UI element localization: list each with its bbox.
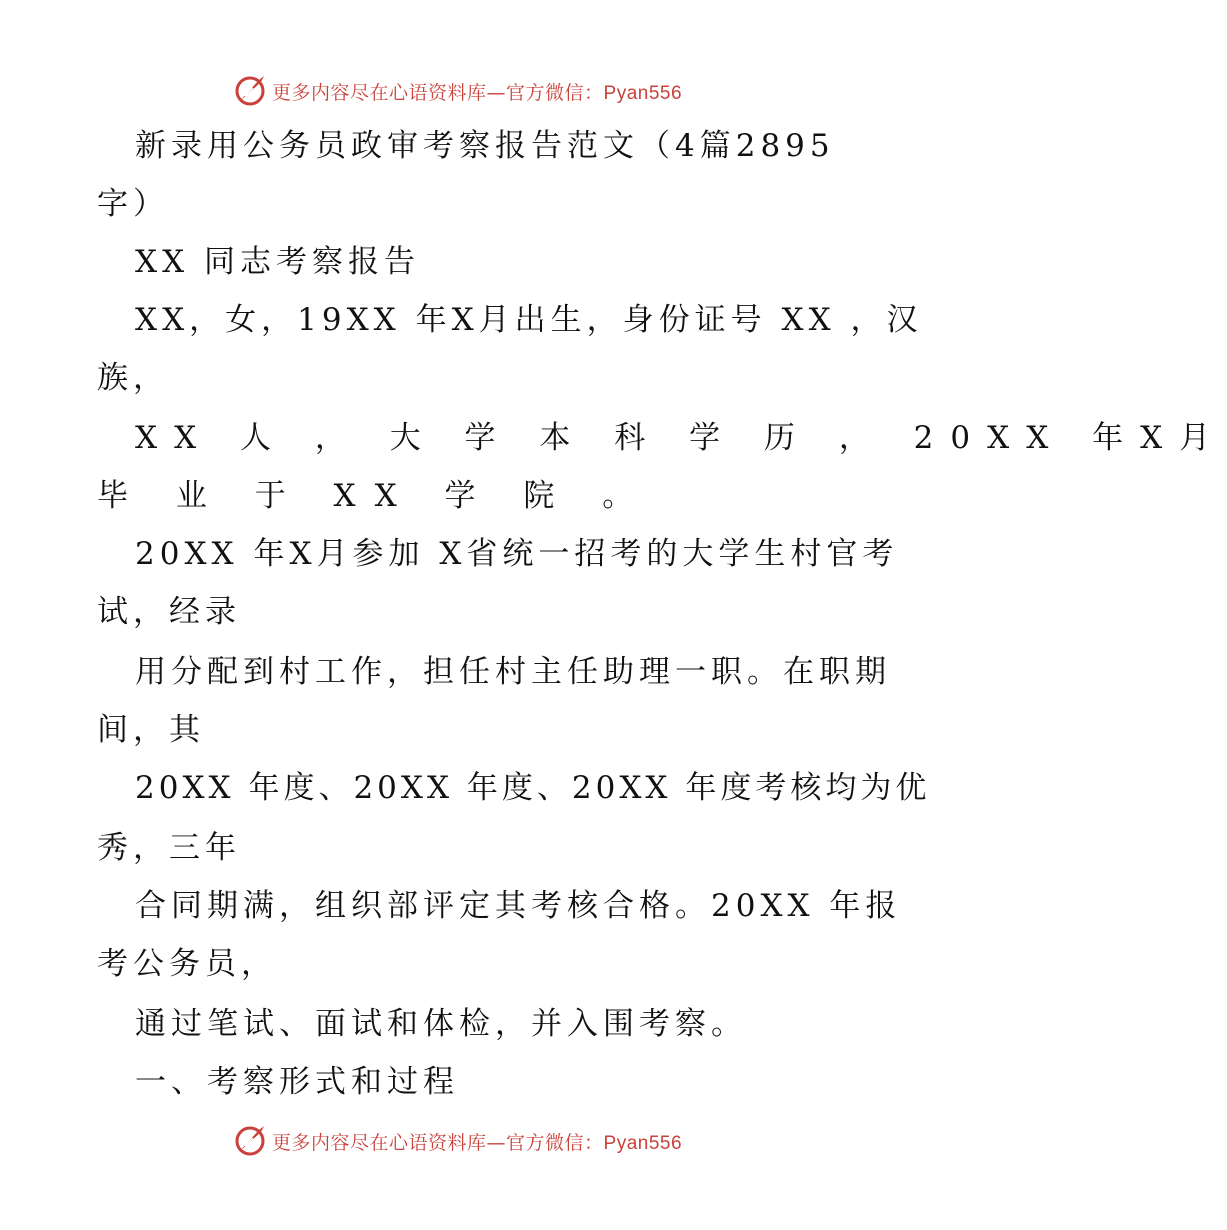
watermark-header (0, 70, 950, 110)
body-line: 间，其 (97, 712, 205, 748)
body-line: 20XX 年X月参加 X省统一招考的大学生村官考 (135, 536, 899, 572)
watermark-text: 更多内容尽在心语资料库—官方微信：Pyan556 (272, 1132, 683, 1154)
report-heading: XX 同志考察报告 (135, 244, 420, 280)
doc-title: 新录用公务员政审考察报告范文（4篇2895 (135, 128, 835, 164)
doc-title-cont: 字） (97, 186, 169, 222)
body-line: 合同期满，组织部评定其考核合格。20XX 年报 (135, 888, 902, 924)
body-line: XX 人 ， 大 学 本 科 学 历 ， 20XX 年X月 (135, 420, 1227, 456)
body-line: 用分配到村工作，担任村主任助理一职。在职期 (135, 654, 891, 690)
section-heading: 一、考察形式和过程 (135, 1064, 459, 1100)
quill-logo-icon (233, 72, 269, 108)
watermark-id: Pyan556 (603, 83, 683, 104)
body-line: 试，经录 (97, 594, 241, 630)
watermark-id: Pyan556 (603, 1133, 683, 1154)
body-line: 秀，三年 (97, 830, 241, 866)
body-line: 族， (97, 360, 169, 396)
body-line: 考公务员， (97, 946, 277, 982)
body-line: 通过笔试、面试和体检，并入围考察。 (135, 1006, 747, 1042)
watermark-text: 更多内容尽在心语资料库—官方微信：Pyan556 (272, 82, 683, 104)
quill-logo-icon (233, 1122, 269, 1158)
body-line: 20XX 年度、20XX 年度、20XX 年度考核均为优 (135, 770, 931, 806)
body-line: XX，女，19XX 年X月出生，身份证号 XX ，汉 (135, 302, 923, 338)
body-line: 毕 业 于 XX 学 院 。 (97, 478, 653, 514)
watermark-footer (0, 1120, 950, 1160)
